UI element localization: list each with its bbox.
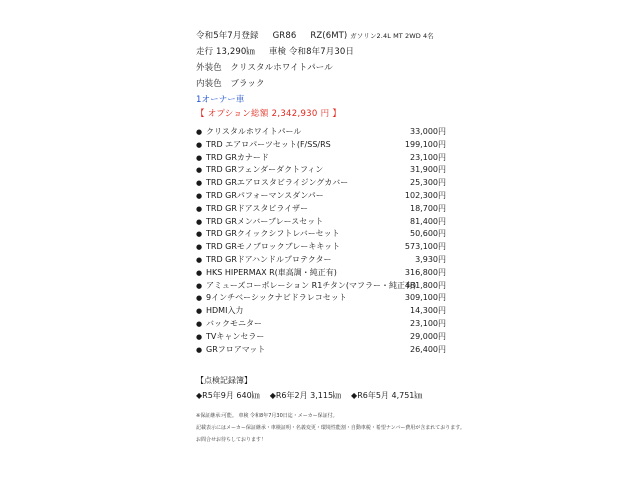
option-name: TRD GRドアハンドルプロテクター <box>206 254 332 264</box>
option-price: 26,400円 <box>410 344 446 354</box>
option-name: 9インチベーシックナビドラレコセット <box>206 293 347 303</box>
bullet-icon: ● <box>196 319 203 328</box>
option-name: クリスタルホワイトパール <box>206 127 302 136</box>
option-item <box>196 267 446 280</box>
bullet-icon: ● <box>196 191 203 200</box>
option-name: HDMI入力 <box>206 306 244 316</box>
option-item <box>196 190 446 203</box>
note-line: 記載表示にはメーカー保証継承・車検証明・名義変更・環境性能割・自動車税・希望ナンバー費用が含まれております。 <box>196 425 465 431</box>
bullet-icon: ● <box>196 204 203 213</box>
bullet-icon: ● <box>196 166 203 175</box>
engine-spec: ガソリン2.4L MT 2WD 4名 <box>350 32 434 40</box>
one-owner-label: 1オーナー車 <box>196 95 245 105</box>
inspection-entry: ◆R6年5月 4,751㎞ <box>351 391 423 400</box>
option-price: 102,300円 <box>404 190 446 200</box>
option-price: 481,800円 <box>404 280 446 290</box>
exterior-color: 外装色 クリスタルホワイトパール <box>196 63 333 73</box>
option-name: TRD GRフェンダーダクトフィン <box>206 165 324 175</box>
option-item <box>196 305 446 318</box>
option-item <box>196 152 446 165</box>
option-price: 23,100円 <box>410 318 446 328</box>
inspection-records-entries <box>196 390 432 401</box>
interior-color: 内装色 ブラック <box>196 79 265 89</box>
bullet-icon: ● <box>196 307 203 316</box>
option-price: 3,930円 <box>415 254 446 264</box>
option-price: 81,400円 <box>410 216 446 226</box>
note-line: ※保証継承:可能。 車検 令和8年7月30日迄・メーカー保証付。 <box>196 413 338 419</box>
bullet-icon: ● <box>196 128 203 136</box>
mileage: 走行 13,290㎞ <box>196 47 255 57</box>
inspection-expiry: 車検 令和8年7月30日 <box>268 47 354 57</box>
option-item <box>196 164 446 177</box>
option-name: TRD GRカナード <box>206 152 269 162</box>
bullet-icon: ● <box>196 153 203 162</box>
option-name: TRD エアロパーツセット(F/SS/RS <box>206 139 331 149</box>
option-price: 14,300円 <box>410 306 446 316</box>
notes <box>196 410 496 446</box>
option-name: TRD GRモノブロックブレーキキット <box>206 242 341 252</box>
option-price: 31,900円 <box>410 165 446 175</box>
option-name: GRフロアマット <box>206 344 266 354</box>
option-name: TRD GRクイックシフトレバーセット <box>206 229 340 239</box>
option-price: 25,300円 <box>410 178 446 188</box>
option-item <box>196 126 446 139</box>
bullet-icon: ● <box>196 268 203 277</box>
option-item <box>196 292 446 305</box>
grade: RZ(6MT) <box>310 31 348 41</box>
bullet-icon: ● <box>196 230 203 239</box>
option-name: HKS HIPERMAX R(車高調・純正有) <box>206 267 337 277</box>
option-item <box>196 254 446 267</box>
vehicle-title-line <box>196 28 496 44</box>
option-item <box>196 177 446 190</box>
vehicle-info <box>196 28 496 108</box>
option-name: アミューズコーポレーション R1チタン(マフラー・純正有) <box>206 280 417 290</box>
option-price: 33,000円 <box>410 127 446 136</box>
bullet-icon: ● <box>196 179 203 188</box>
inspection-entry: ◆R6年2月 3,115㎞ <box>269 391 342 400</box>
model-name: GR86 <box>272 31 297 41</box>
option-price: 316,800円 <box>404 267 446 277</box>
option-item <box>196 241 446 254</box>
option-price: 50,600円 <box>410 229 446 239</box>
bullet-icon: ● <box>196 243 203 252</box>
option-item <box>196 216 446 229</box>
mileage-line <box>196 44 496 60</box>
option-price: 573,100円 <box>404 242 446 252</box>
inspection-records-title: 【点検記録簿】 <box>196 376 252 385</box>
option-name: バックモニター <box>206 318 262 328</box>
option-price: 199,100円 <box>404 139 446 149</box>
bullet-icon: ● <box>196 255 203 264</box>
option-name: TRD GRエアロスタビライジングカバー <box>206 178 349 188</box>
option-name: TVキャンセラー <box>206 331 265 341</box>
option-item <box>196 331 446 344</box>
registration-date: 令和5年7月登録 <box>196 31 259 41</box>
options-list <box>196 126 446 356</box>
inspection-records <box>196 375 432 401</box>
options-total: 【 オプション総額 2,342,930 円 】 <box>196 109 342 119</box>
option-item <box>196 228 446 241</box>
option-item <box>196 203 446 216</box>
bullet-icon: ● <box>196 345 203 354</box>
option-item <box>196 318 446 331</box>
bullet-icon: ● <box>196 140 203 149</box>
option-name: TRD GRメンバーブレースセット <box>206 216 324 226</box>
option-item <box>196 280 446 293</box>
bullet-icon: ● <box>196 217 203 226</box>
note-line: お問合せお待ちしております！ <box>196 437 267 443</box>
bullet-icon: ● <box>196 281 203 290</box>
option-name: TRD GRドアスタビライザー <box>206 203 309 213</box>
option-item <box>196 344 446 357</box>
option-price: 23,100円 <box>410 152 446 162</box>
bullet-icon: ● <box>196 332 203 341</box>
option-price: 18,700円 <box>410 203 446 213</box>
option-price: 309,100円 <box>404 293 446 303</box>
option-price: 29,000円 <box>410 331 446 341</box>
option-item <box>196 139 446 152</box>
bullet-icon: ● <box>196 294 203 303</box>
option-name: TRD GRパフォーマンスダンパー <box>206 190 324 200</box>
inspection-entry: ◆R5年9月 640㎞ <box>196 391 260 400</box>
